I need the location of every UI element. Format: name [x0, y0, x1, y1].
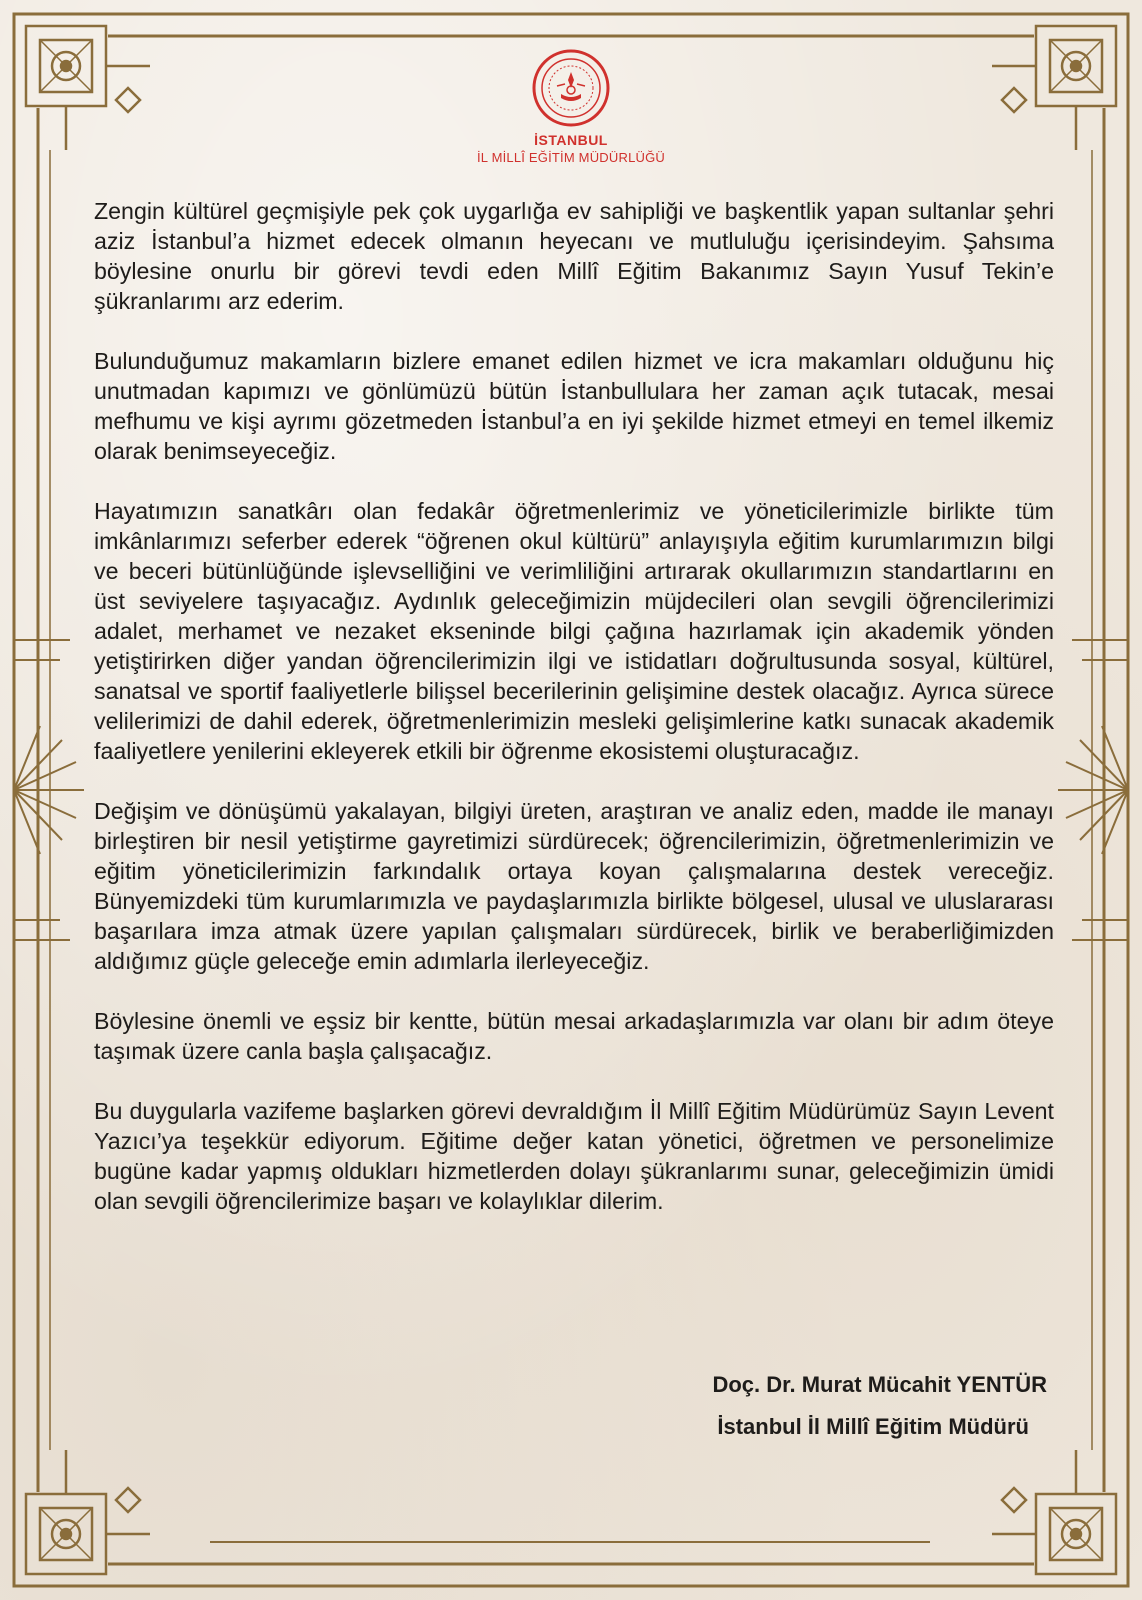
side-ornament-left	[14, 640, 84, 940]
signatory-name: Doç. Dr. Murat Mücahit YENTÜR	[712, 1372, 1047, 1397]
paragraph: Böylesine önemli ve eşsiz bir kentte, bütün mesai arkadaşlarımızla var olanı bir adım öteye taşımak üzere canla başla çalışacağız.	[94, 1008, 1054, 1064]
paragraph: Değişim ve dönüşümü yakalayan, bilgiyi üreten, araştıran ve analiz eden, madde ile manayı birleştiren bir nesil yetiştirme gayretimizi sürdürecek; öğrencilerimizin, öğretmenlerimizin ve eğitim yöneticilerimizin farkındalık ortaya koyan çalışmalarına destek vereceğiz. Bünyemizdeki tüm kurumlarımızla ve paydaşlarımızla birlikte bölgesel, ulusal ve uluslararası başarılara imza atmak üzere yapılan çalışmaları sürdürecek, birlik ve beraberliğimizden aldığımız güçle geleceğe emin adımlarla ilerleyeceğiz.	[94, 798, 1054, 974]
paragraph: Bu duygularla vazifeme başlarken görevi devraldığım İl Millî Eğitim Müdürümüz Sayın Levent Yazıcı’ya teşekkür ediyorum. Eğitime değer katan yönetici, öğretmen ve personelimize bugüne kadar yapmış oldukları hizmetlerden dolayı şükranlarımı sunar, geleceğimizin ümidi olan sevgili öğrencilerimize başarı ve kolaylıklar dilerim.	[94, 1098, 1054, 1214]
paragraph: Zengin kültürel geçmişiyle pek çok uygarlığa ev sahipliği ve başkentlik yapan sultanlar şehri aziz İstanbul’a hizmet edecek olmanın heyecanı ve mutluluğu içerisindeyim. Şahsıma böylesine onurlu bir görevi tevdi eden Millî Eğitim Bakanımız Sayın Yusuf Tekin’e şükranlarımı arz ederim.	[94, 198, 1054, 314]
paragraph: Bulunduğumuz makamların bizlere emanet edilen hizmet ve icra makamları olduğunu hiç unutmadan kapımızı ve gönlümüzü bütün İstanbullulara her zaman açık tutacak, mesai mefhumu ve kişi ayrımı gözetmeden İstanbul’a en iyi şekilde hizmet etmeyi en temel ilkemiz olarak benimseyeceğiz.	[94, 348, 1054, 464]
corner-ornament-bottom-left	[26, 1450, 150, 1574]
org-city: İSTANBUL	[534, 132, 608, 148]
paragraph: Hayatımızın sanatkârı olan fedakâr öğretmenlerimiz ve yöneticilerimizle birlikte tüm imkânlarımızı seferber ederek “öğrenen okul kültürü” anlayışıyla eğitim kurumlarımızın bilgi ve beceri bütünlüğünde işlevselliğini ve verimliliğini artırarak okullarımızın standartlarını en üst seviyelere taşıyacağız. Aydınlık geleceğimizin müjdecileri olan sevgili öğrencilerimizi adalet, merhamet ve nezaket ekseninde bilgi çağına hazırlamak için akademik yönden yetiştirirken diğer yandan öğrencilerimizin ilgi ve istidatları doğrultusunda sosyal, kültürel, sanatsal ve sportif faaliyetlerle bilişsel becerilerinin gelişimine destek olacağız. Ayrıca sürece velilerimizi de dahil ederek, öğretmenlerimizin mesleki gelişimlerine katkı sunacak akademik faaliyetlere yenilerini ekleyerek etkili bir öğrenme ekosistemi oluşturacağız.	[94, 498, 1054, 764]
corner-ornament-bottom-right	[992, 1450, 1116, 1574]
side-ornament-right	[1058, 640, 1128, 940]
signature-block	[712, 1370, 1047, 1442]
ministry-seal-logo	[531, 48, 611, 128]
letterhead	[0, 48, 1142, 165]
signatory-title: İstanbul İl Millî Eğitim Müdürü	[717, 1414, 1029, 1439]
org-directorate: İL MİLLÎ EĞİTİM MÜDÜRLÜĞÜ	[477, 150, 665, 165]
letter-body	[94, 196, 1054, 1246]
